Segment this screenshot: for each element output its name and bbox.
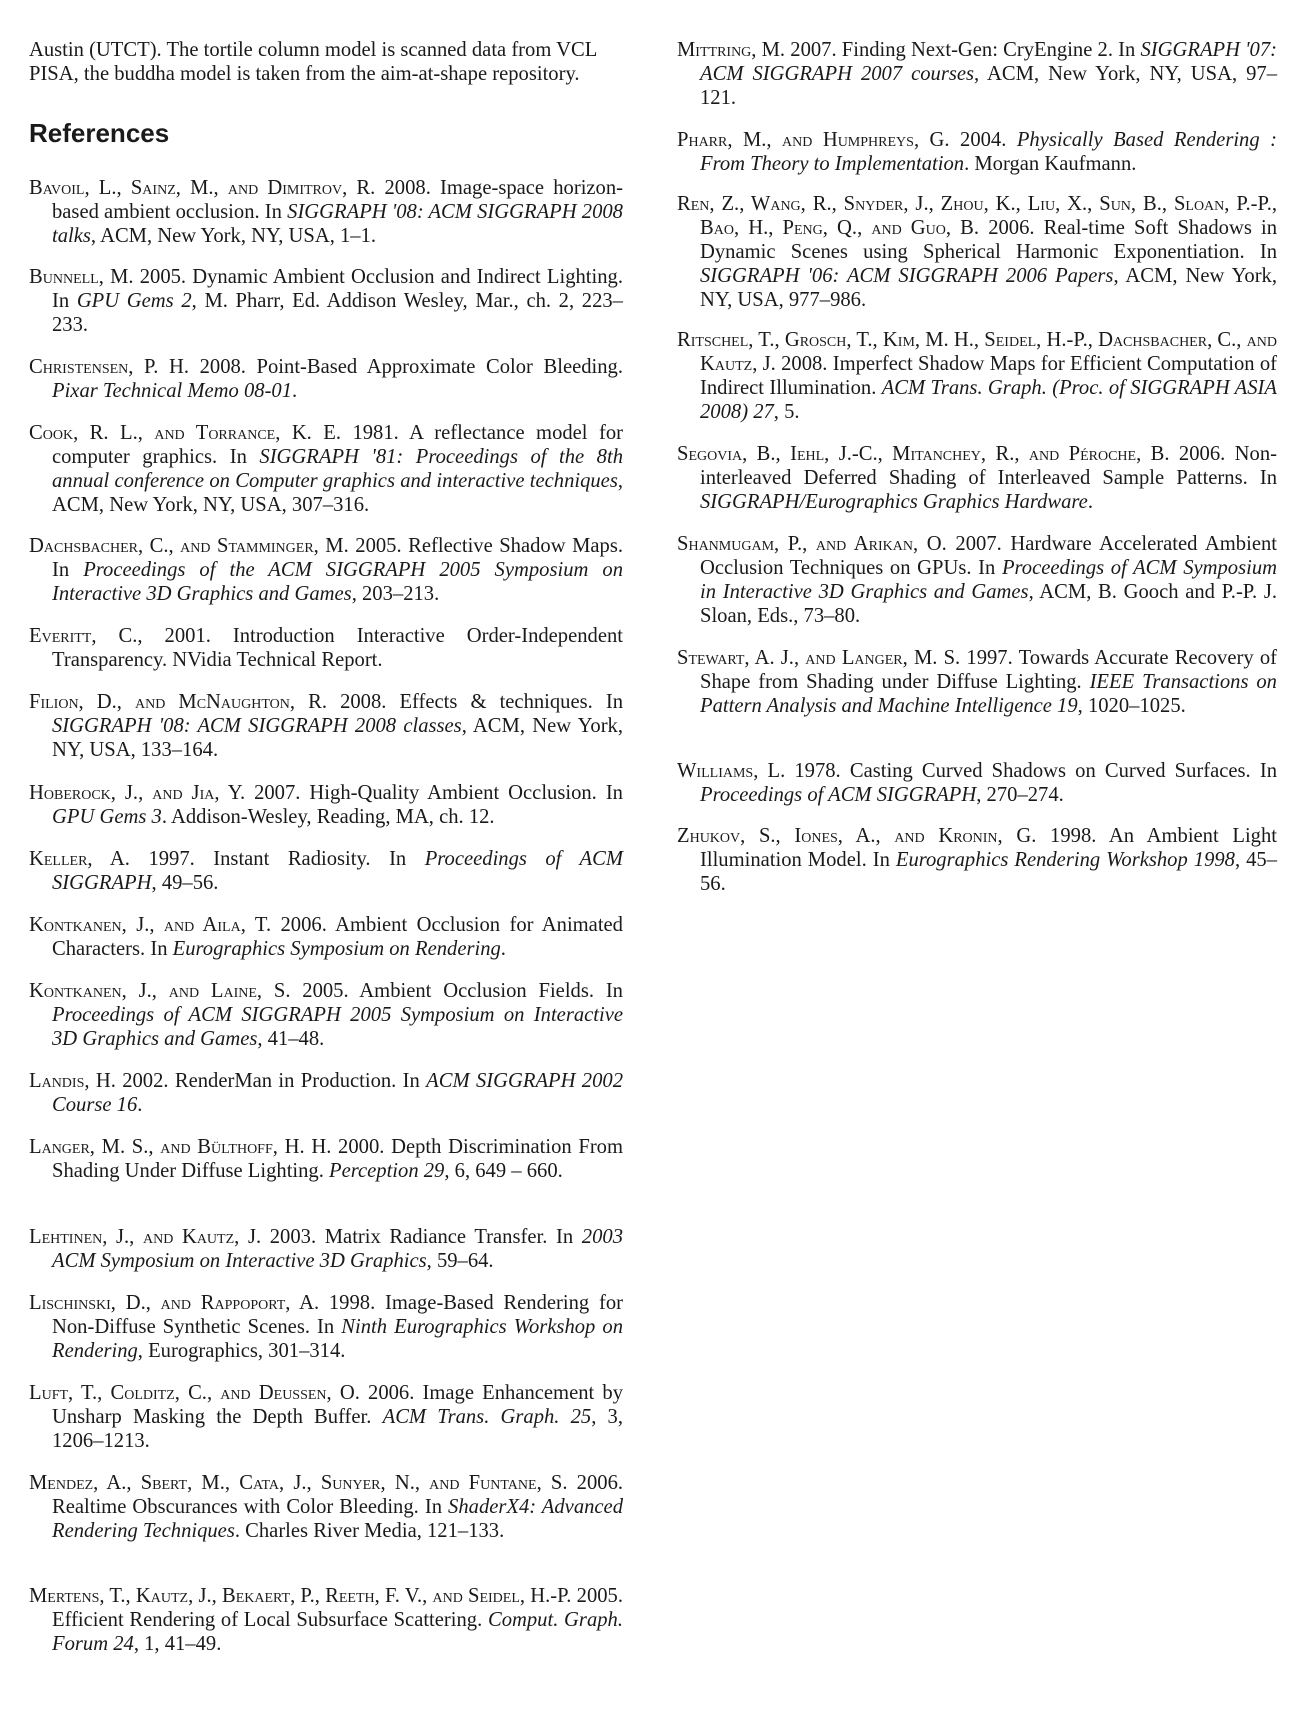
reference-entry: Langer, M. S., and Bülthoff, H. H. 2000. Depth Discrimination From Shading Under Diffuse Lighting. Perception 29, 6, 649 – 660. (29, 1136, 623, 1182)
reference-entry: Kontkanen, J., and Aila, T. 2006. Ambient Occlusion for Animated Characters. In Eurographics Symposium on Rendering. (29, 914, 623, 960)
reference-entry: Keller, A. 1997. Instant Radiosity. In Proceedings of ACM SIGGRAPH, 49–56. (29, 848, 623, 894)
reference-entry: Zhukov, S., Iones, A., and Kronin, G. 1998. An Ambient Light Illumination Model. In Eurographics Rendering Workshop 1998, 45–56. (677, 825, 1278, 895)
reference-entry: Williams, L. 1978. Casting Curved Shadows on Curved Surfaces. In Proceedings of ACM SIGGRAPH, 270–274. (677, 760, 1277, 806)
reference-entry: Kontkanen, J., and Laine, S. 2005. Ambient Occlusion Fields. In Proceedings of ACM SIGGRAPH 2005 Symposium on Interactive 3D Graphics and Games, 41–48. (29, 980, 623, 1050)
reference-entry: Cook, R. L., and Torrance, K. E. 1981. A reflectance model for computer graphics. In SIGGRAPH '81: Proceedings of the 8th annual conference on Computer graphics and interactive techniques, ACM, New York, NY, USA, 307–316. (29, 422, 623, 516)
reference-entry: Bavoil, L., Sainz, M., and Dimitrov, R. 2008. Image-space horizon-based ambient occlusion. In SIGGRAPH '08: ACM SIGGRAPH 2008 talks, ACM, New York, NY, USA, 1–1. (29, 177, 624, 247)
reference-entry: Stewart, A. J., and Langer, M. S. 1997. Towards Accurate Recovery of Shape from Shading under Diffuse Lighting. IEEE Transactions on Pattern Analysis and Machine Intelligence 19, 1020–1025. (677, 647, 1277, 717)
intro-paragraph: Austin (UTCT). The tortile column model is scanned data from VCL PISA, the buddha model is taken from the aim-at-shape repository. (29, 39, 597, 85)
reference-entry: Mittring, M. 2007. Finding Next-Gen: CryEngine 2. In SIGGRAPH '07: ACM SIGGRAPH 2007 courses, ACM, New York, NY, USA, 97–121. (677, 39, 1278, 109)
reference-entry: Lischinski, D., and Rappoport, A. 1998. Image-Based Rendering for Non-Diffuse Synthetic Scenes. In Ninth Eurographics Workshop on Rendering, Eurographics, 301–314. (29, 1292, 624, 1362)
reference-entry: Ren, Z., Wang, R., Snyder, J., Zhou, K., Liu, X., Sun, B., Sloan, P.-P., Bao, H., Peng, Q., and Guo, B. 2006. Real-time Soft Shadows in Dynamic Scenes using Spherical Harmonic Exponentiation. In SIGGRAPH '06: ACM SIGGRAPH 2006 Papers, ACM, New York, NY, USA, 977–986. (677, 193, 1278, 311)
reference-entry: Filion, D., and McNaughton, R. 2008. Effects & techniques. In SIGGRAPH '08: ACM SIGGRAPH 2008 classes, ACM, New York, NY, USA, 133–164. (29, 691, 624, 761)
reference-entry: Segovia, B., Iehl, J.-C., Mitanchey, R., and Péroche, B. 2006. Non-interleaved Deferred Shading of Interleaved Sample Patterns. In SIGGRAPH/Eurographics Graphics Hardware. (677, 443, 1277, 513)
reference-entry: Mertens, T., Kautz, J., Bekaert, P., Reeth, F. V., and Seidel, H.-P. 2005. Efficient Rendering of Local Subsurface Scattering. Comput. Graph. Forum 24, 1, 41–49. (29, 1585, 623, 1655)
reference-entry: Hoberock, J., and Jia, Y. 2007. High-Quality Ambient Occlusion. In GPU Gems 3. Addison-Wesley, Reading, MA, ch. 12. (29, 782, 623, 828)
reference-entry: Landis, H. 2002. RenderMan in Production. In ACM SIGGRAPH 2002 Course 16. (29, 1070, 623, 1116)
reference-entry: Christensen, P. H. 2008. Point-Based Approximate Color Bleeding. Pixar Technical Memo 08-01. (29, 356, 623, 402)
reference-entry: Shanmugam, P., and Arikan, O. 2007. Hardware Accelerated Ambient Occlusion Techniques on GPUs. In Proceedings of ACM Symposium in Interactive 3D Graphics and Games, ACM, B. Gooch and P.-P. J. Sloan, Eds., 73–80. (677, 533, 1278, 627)
reference-entry: Lehtinen, J., and Kautz, J. 2003. Matrix Radiance Transfer. In 2003 ACM Symposium on Interactive 3D Graphics, 59–64. (29, 1226, 623, 1272)
reference-entry: Dachsbacher, C., and Stamminger, M. 2005. Reflective Shadow Maps. In Proceedings of the ACM SIGGRAPH 2005 Symposium on Interactive 3D Graphics and Games, 203–213. (29, 535, 623, 605)
reference-entry: Luft, T., Colditz, C., and Deussen, O. 2006. Image Enhancement by Unsharp Masking the Depth Buffer. ACM Trans. Graph. 25, 3, 1206–1213. (29, 1382, 623, 1452)
reference-entry: Ritschel, T., Grosch, T., Kim, M. H., Seidel, H.-P., Dachsbacher, C., and Kautz, J. 2008. Imperfect Shadow Maps for Efficient Computation of Indirect Illumination. ACM Trans. Graph. (Proc. of SIGGRAPH ASIA 2008) 27, 5. (677, 329, 1278, 423)
reference-entry: Everitt, C., 2001. Introduction Interactive Order-Independent Transparency. NVidia Technical Report. (29, 625, 623, 671)
reference-entry: Pharr, M., and Humphreys, G. 2004. Physically Based Rendering : From Theory to Implementation. Morgan Kaufmann. (677, 129, 1277, 175)
reference-entry: Bunnell, M. 2005. Dynamic Ambient Occlusion and Indirect Lighting. In GPU Gems 2, M. Pharr, Ed. Addison Wesley, Mar., ch. 2, 223–233. (29, 266, 623, 336)
reference-entry: Mendez, A., Sbert, M., Cata, J., Sunyer, N., and Funtane, S. 2006. Realtime Obscurances with Color Bleeding. In ShaderX4: Advanced Rendering Techniques. Charles River Media, 121–133. (29, 1472, 624, 1542)
references-heading: References (29, 118, 170, 148)
